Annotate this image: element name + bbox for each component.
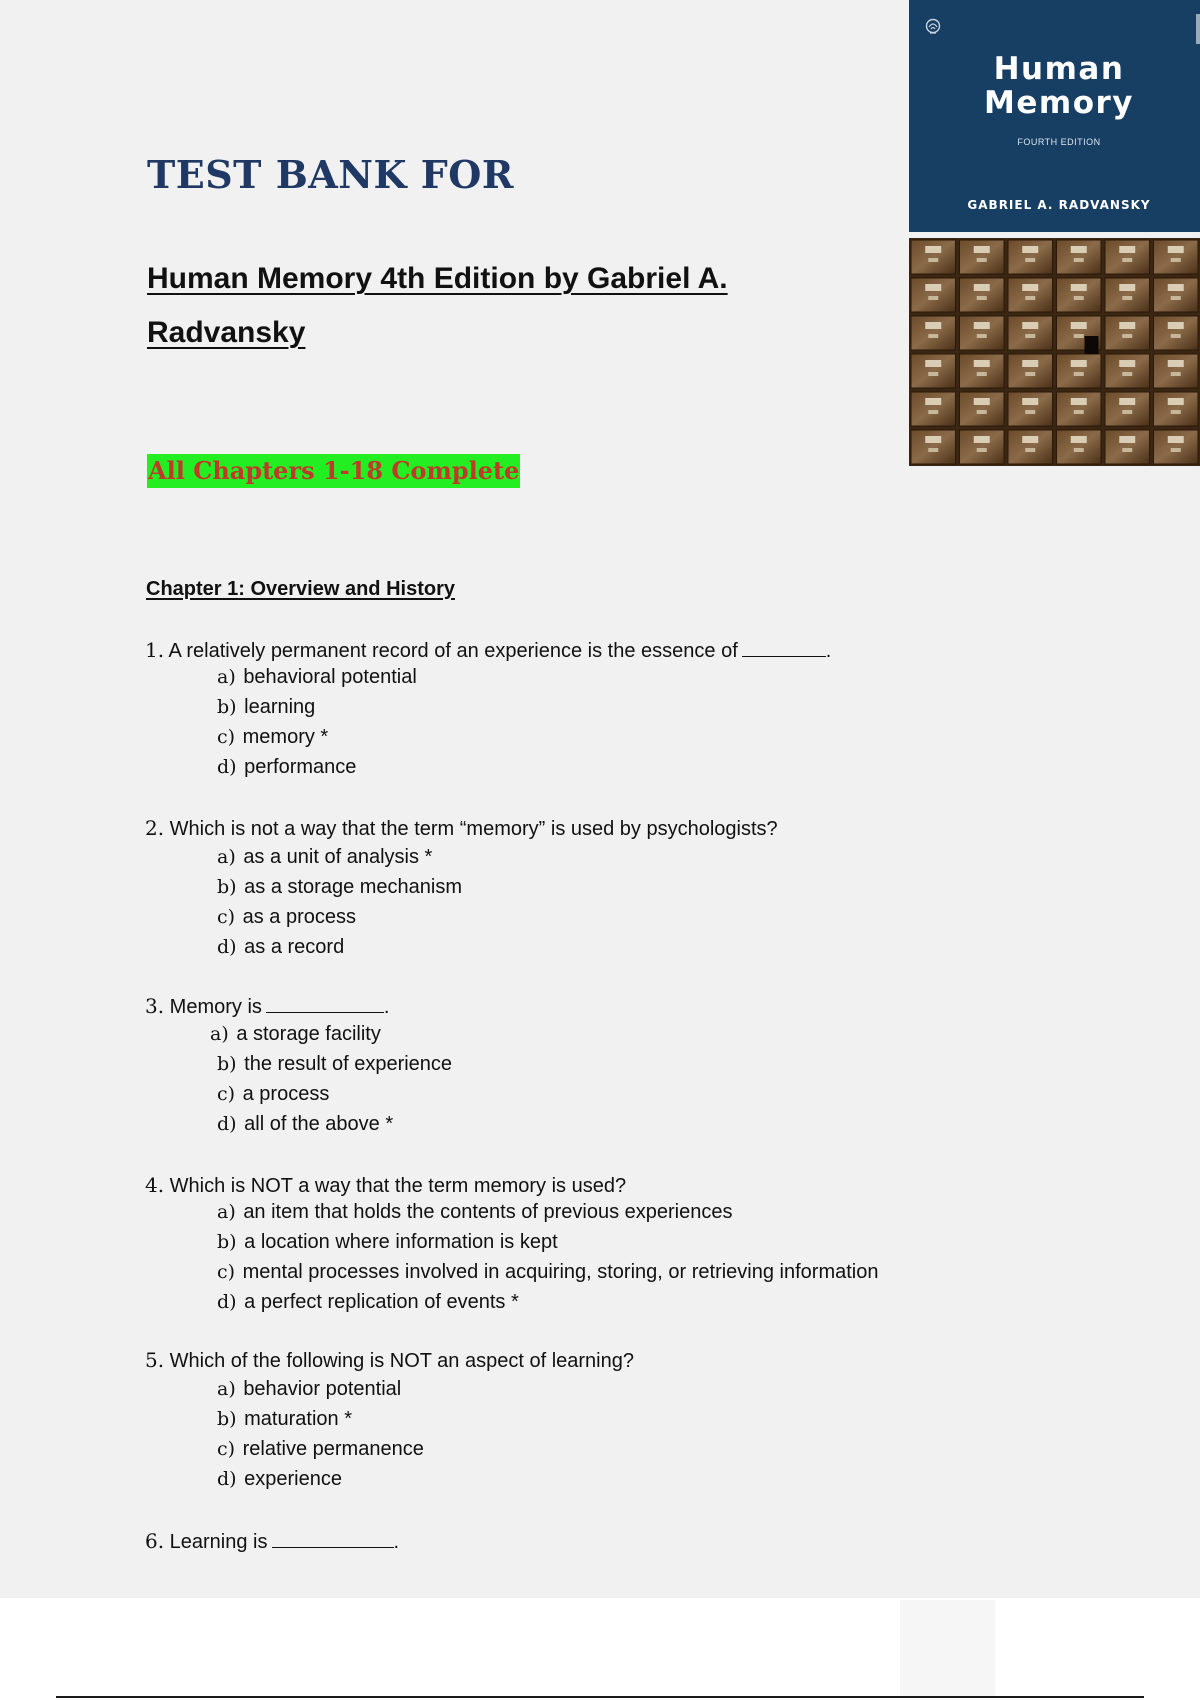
option-text: mental processes involved in acquiring, storing, or retrieving information — [242, 1261, 879, 1283]
cover-title-line1: Human — [993, 51, 1125, 87]
drawer-handle — [928, 372, 938, 376]
drawer-handle — [1122, 296, 1132, 300]
catalog-drawer — [911, 240, 956, 274]
question-suffix: . — [393, 1531, 400, 1553]
question-text: Which is NOT a way that the term memory is used? — [169, 1175, 627, 1197]
drawer-label — [1071, 322, 1087, 329]
catalog-drawer — [1057, 392, 1102, 426]
answer-option — [217, 663, 417, 691]
answer-option — [217, 1080, 329, 1108]
option-letter: a) — [217, 666, 236, 688]
drawer-handle — [1025, 372, 1035, 376]
answer-option — [217, 723, 328, 751]
question-stem — [145, 636, 831, 665]
publisher-logo-icon — [923, 18, 943, 36]
book-cover — [909, 0, 1200, 466]
question-number: 2. — [145, 816, 165, 840]
option-text: as a storage mechanism — [244, 876, 463, 898]
cover-title — [929, 52, 1189, 120]
drawer-label — [1168, 360, 1184, 367]
catalog-drawer — [1008, 278, 1053, 312]
option-letter: b) — [217, 1408, 237, 1430]
answer-option — [217, 1288, 519, 1316]
option-text: a perfect replication of events * — [244, 1291, 519, 1313]
catalog-drawer — [911, 392, 956, 426]
drawer-handle — [928, 410, 938, 414]
drawer-handle — [1122, 372, 1132, 376]
option-text: an item that holds the contents of previous experiences — [243, 1201, 733, 1223]
drawer-handle — [977, 448, 987, 452]
drawer-label — [1168, 246, 1184, 253]
drawer-label — [925, 360, 941, 367]
option-text: performance — [244, 756, 357, 778]
answer-option — [217, 1405, 352, 1433]
option-letter: c) — [217, 1261, 236, 1283]
drawer-label — [925, 322, 941, 329]
drawer-label — [1022, 246, 1038, 253]
drawer-label — [974, 322, 990, 329]
option-text: all of the above * — [244, 1113, 394, 1135]
test-bank-heading: TEST BANK FOR — [147, 152, 514, 197]
drawer-label — [974, 436, 990, 443]
option-text: as a process — [242, 906, 357, 928]
question-suffix: . — [383, 996, 390, 1018]
option-letter: d) — [217, 756, 237, 778]
catalog-drawer — [1105, 430, 1150, 464]
option-text: memory * — [242, 726, 329, 748]
question-number: 4. — [145, 1173, 165, 1197]
question-stem — [145, 1171, 626, 1200]
question-text: Memory is — [169, 996, 262, 1018]
answer-option — [217, 693, 315, 721]
question-number: 6. — [145, 1529, 165, 1553]
drawer-label — [1168, 322, 1184, 329]
catalog-drawer — [1057, 278, 1102, 312]
footer-rule — [56, 1696, 1144, 1698]
catalog-drawer — [1008, 240, 1053, 274]
drawer-handle — [1074, 372, 1084, 376]
option-text: a location where information is kept — [244, 1231, 558, 1253]
book-title-line1: Human Memory 4th Edition by Gabriel A. — [147, 262, 728, 295]
catalog-drawer — [1154, 430, 1199, 464]
cover-author: GABRIEL A. RADVANSKY — [967, 198, 1151, 212]
chapter-heading: Chapter 1: Overview and History — [146, 578, 455, 600]
cover-title-line2: Memory — [984, 85, 1134, 121]
question-stem — [145, 992, 389, 1021]
drawer-handle — [928, 334, 938, 338]
catalog-drawer — [960, 430, 1005, 464]
cover-edition: FOURTH EDITION — [1017, 137, 1101, 147]
footer-fade-panel — [900, 1600, 995, 1696]
option-text: behavior potential — [243, 1378, 402, 1400]
option-text: the result of experience — [244, 1053, 453, 1075]
catalog-drawer — [1105, 316, 1150, 350]
open-drawer — [1085, 336, 1099, 354]
catalog-drawer — [1105, 278, 1150, 312]
drawer-handle — [1171, 448, 1181, 452]
drawer-label — [1168, 436, 1184, 443]
option-letter: a) — [210, 1023, 229, 1045]
drawer-label — [1119, 360, 1135, 367]
cover-photo-card-catalog — [909, 238, 1200, 466]
drawer-handle — [977, 334, 987, 338]
drawer-label — [1119, 398, 1135, 405]
option-text: experience — [244, 1468, 342, 1490]
drawer-label — [925, 284, 941, 291]
question-number: 3. — [145, 994, 165, 1018]
drawer-handle — [928, 258, 938, 262]
catalog-drawer — [1154, 278, 1199, 312]
catalog-drawer — [1105, 392, 1150, 426]
question-text: Learning is — [169, 1531, 268, 1553]
option-letter: d) — [217, 1468, 237, 1490]
catalog-drawer — [1057, 240, 1102, 274]
catalog-drawer — [1154, 316, 1199, 350]
catalog-drawer — [1105, 354, 1150, 388]
catalog-drawer — [1105, 240, 1150, 274]
option-letter: b) — [217, 696, 237, 718]
drawer-label — [1022, 360, 1038, 367]
option-text: a storage facility — [236, 1023, 381, 1045]
answer-option — [217, 873, 462, 901]
option-letter: a) — [217, 846, 236, 868]
option-text: as a record — [244, 936, 345, 958]
drawer-handle — [1171, 334, 1181, 338]
catalog-drawer — [911, 354, 956, 388]
catalog-drawer — [1057, 354, 1102, 388]
question-stem — [145, 1527, 399, 1556]
question-number: 1. — [145, 638, 165, 662]
option-text: relative permanence — [242, 1438, 424, 1460]
drawer-handle — [1074, 296, 1084, 300]
drawer-handle — [1171, 410, 1181, 414]
drawer-label — [1022, 322, 1038, 329]
drawer-label — [1071, 398, 1087, 405]
catalog-drawer — [960, 240, 1005, 274]
chapters-badge: All Chapters 1-18 Complete — [147, 454, 520, 488]
drawer-label — [974, 246, 990, 253]
catalog-drawer — [1154, 354, 1199, 388]
answer-option — [217, 903, 356, 931]
drawer-handle — [977, 410, 987, 414]
catalog-drawer — [1008, 316, 1053, 350]
drawer-label — [1119, 322, 1135, 329]
answer-option — [217, 843, 432, 871]
drawer-handle — [1074, 448, 1084, 452]
drawer-handle — [1025, 410, 1035, 414]
drawer-label — [1119, 436, 1135, 443]
question-suffix: . — [825, 640, 832, 662]
drawer-handle — [1171, 372, 1181, 376]
drawer-handle — [1074, 334, 1084, 338]
answer-blank — [266, 994, 384, 1013]
drawer-label — [1071, 436, 1087, 443]
question-stem — [145, 814, 778, 843]
drawer-handle — [928, 296, 938, 300]
answer-option — [217, 1198, 733, 1226]
drawer-handle — [1025, 296, 1035, 300]
answer-option — [217, 1228, 558, 1256]
question-text: Which is not a way that the term “memory” is used by psychologists? — [169, 818, 778, 840]
option-letter: d) — [217, 1113, 237, 1135]
drawer-label — [974, 284, 990, 291]
option-letter: c) — [217, 1083, 236, 1105]
answer-option — [210, 1020, 381, 1048]
option-text: behavioral potential — [243, 666, 417, 688]
catalog-drawer — [1154, 240, 1199, 274]
drawer-handle — [1171, 258, 1181, 262]
answer-blank — [742, 638, 826, 657]
option-letter: b) — [217, 1053, 237, 1075]
drawer-label — [1022, 284, 1038, 291]
catalog-drawer — [960, 316, 1005, 350]
catalog-drawer — [960, 392, 1005, 426]
option-letter: d) — [217, 1291, 237, 1313]
catalog-drawer — [911, 430, 956, 464]
drawer-label — [1168, 398, 1184, 405]
catalog-drawer — [1154, 392, 1199, 426]
option-text: a process — [242, 1083, 330, 1105]
question-text: Which of the following is NOT an aspect of learning? — [169, 1350, 634, 1372]
drawer-label — [1119, 284, 1135, 291]
drawer-label — [1071, 284, 1087, 291]
drawer-label — [925, 246, 941, 253]
option-letter: a) — [217, 1201, 236, 1223]
drawer-handle — [1171, 296, 1181, 300]
drawer-label — [974, 360, 990, 367]
catalog-drawer — [1008, 354, 1053, 388]
drawer-handle — [1122, 334, 1132, 338]
drawer-label — [1119, 246, 1135, 253]
drawer-handle — [1122, 410, 1132, 414]
question-stem — [145, 1346, 634, 1375]
option-letter: c) — [217, 906, 236, 928]
drawer-label — [1022, 436, 1038, 443]
answer-option — [217, 1258, 878, 1286]
drawer-handle — [1025, 448, 1035, 452]
catalog-drawer — [1008, 392, 1053, 426]
option-text: maturation * — [244, 1408, 352, 1430]
drawer-handle — [977, 372, 987, 376]
answer-option — [217, 933, 344, 961]
drawer-handle — [1074, 410, 1084, 414]
answer-option — [217, 1050, 452, 1078]
catalog-drawer — [960, 354, 1005, 388]
catalog-drawer — [1057, 430, 1102, 464]
drawer-handle — [1025, 334, 1035, 338]
option-letter: c) — [217, 726, 236, 748]
question-number: 5. — [145, 1348, 165, 1372]
option-letter: d) — [217, 936, 237, 958]
drawer-label — [925, 436, 941, 443]
option-letter: b) — [217, 1231, 237, 1253]
book-title-line2: Radvansky — [147, 316, 306, 349]
drawer-handle — [928, 448, 938, 452]
drawer-handle — [1025, 258, 1035, 262]
answer-option — [217, 1375, 401, 1403]
catalog-drawer — [960, 278, 1005, 312]
drawer-label — [1022, 398, 1038, 405]
drawer-label — [974, 398, 990, 405]
drawer-label — [1168, 284, 1184, 291]
answer-option — [217, 753, 356, 781]
cover-edge-mark — [1196, 14, 1200, 44]
answer-option — [217, 1465, 342, 1493]
drawer-handle — [1122, 448, 1132, 452]
option-text: learning — [244, 696, 316, 718]
answer-blank — [272, 1529, 394, 1548]
drawer-handle — [977, 258, 987, 262]
option-text: as a unit of analysis * — [243, 846, 433, 868]
cover-panel — [909, 0, 1200, 232]
drawer-handle — [977, 296, 987, 300]
option-letter: b) — [217, 876, 237, 898]
question-text: A relatively permanent record of an experience is the essence of — [168, 640, 738, 662]
drawer-label — [1071, 246, 1087, 253]
catalog-drawer — [911, 278, 956, 312]
book-title — [147, 252, 807, 360]
answer-option — [217, 1435, 424, 1463]
catalog-drawer — [1008, 430, 1053, 464]
catalog-drawer — [911, 316, 956, 350]
drawer-handle — [1074, 258, 1084, 262]
drawer-label — [925, 398, 941, 405]
option-letter: a) — [217, 1378, 236, 1400]
drawer-label — [1071, 360, 1087, 367]
option-letter: c) — [217, 1438, 236, 1460]
drawer-handle — [1122, 258, 1132, 262]
answer-option — [217, 1110, 393, 1138]
